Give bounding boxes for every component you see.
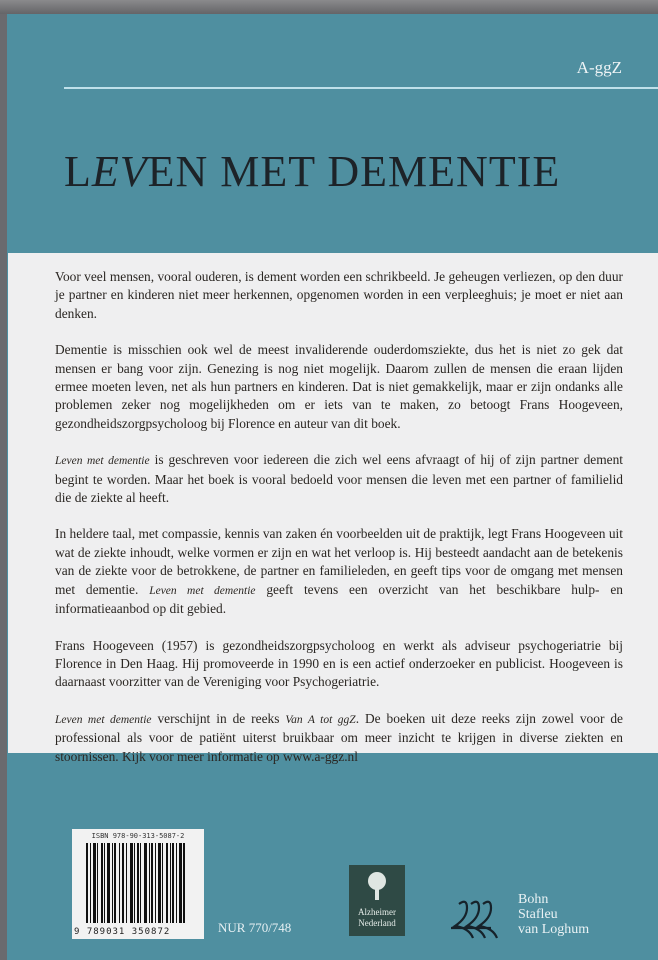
isbn-label: ISBN 978-90-313-5087-2 bbox=[91, 832, 185, 840]
blurb-paragraph: Voor veel mensen, vooral ouderen, is dement worden een schrikbeeld. Je geheugen verliezen, op den duur je partner en kinderen niet meer herkennen, opgenomen worden in een verpleeghuis; je moet er niet aan denken. bbox=[55, 269, 623, 321]
alzheimer-nederland-logo: Alzheimer Nederland bbox=[349, 865, 405, 936]
isbn-digits: 9 789031 350872 bbox=[74, 927, 171, 937]
tree-icon bbox=[364, 871, 390, 901]
blurb-paragraph: Leven met dementie is geschreven voor iedereen die zich wel eens afvraagt of hij of zijn partner dement begint te worden. Maar het boek is vooral bedoeld voor mensen die leven met een partner of familielid die de ziekte al heeft. bbox=[55, 452, 623, 506]
publisher-name: Bohn Stafleu van Loghum bbox=[518, 892, 590, 937]
spine-edge bbox=[0, 14, 7, 960]
blurb-paragraph: Dementie is misschien ook wel de meest invaliderende ouderdomsziekte, dus het is niet zo gek dat mensen er bang voor zijn. Genezing is nog niet mogelijk. Daarom zullen de mensen die eraan lijden ermee moeten leven, net als hun partners en kinderen. Dat is niet gemakkelijk, maar er zijn ondanks alle problemen zeker nog mogelijkheden om er iets van te maken, zo betoogt Frans Hoogeveen, gezondheidszorgpsycholoog bij Florence en auteur van dit boek. bbox=[55, 342, 623, 431]
blurb-paragraph: In heldere taal, met compassie, kennis van zaken én voorbeelden uit de praktijk, legt Frans Hoogeveen uit wat de ziekte inhoudt, welke vormen er zijn en wat het verloop is. Hij besteedt aandacht aan de betekenis van de ziekte voor de betrokkene, de partner en familieleden, en geeft tips voor de omgang met mensen met dementie. Leven met dementie geeft tevens een overzicht van het beschikbare hulp- en informatieaanbod op dit gebied. bbox=[55, 526, 624, 617]
book-title: LEVEN MET DEMENTIE bbox=[64, 147, 561, 196]
header-rule bbox=[64, 87, 658, 89]
series-info: Leven met dementie verschijnt in de reeks Van A tot ggZ. De boeken uit deze reeks zijn zowel voor de professional als voor de patiënt uiterst bruikbaar om meer inzicht te krijgen in diverse ziekten en stoornissen. Kijk voor meer informatie op www.a-ggz.nl bbox=[55, 710, 623, 764]
isbn-barcode bbox=[72, 829, 204, 939]
blurb-text bbox=[55, 268, 623, 784]
barcode-bars bbox=[86, 843, 194, 923]
author-bio: Frans Hoogeveen (1957) is gezondheidszorgpsycholoog en werkt als adviseur psychogeriatrie bij Florence in Den Haag. Hij promoveerde in 1990 en is een actief onderzoeker en publicist. Hoogeveen is daarnaast voorzitter van de Vereniging voor Psychogeriatrie. bbox=[55, 637, 623, 690]
series-label: A-ggZ bbox=[576, 58, 622, 77]
nur-code: NUR 770/748 bbox=[218, 920, 292, 935]
swans-icon bbox=[449, 896, 504, 941]
